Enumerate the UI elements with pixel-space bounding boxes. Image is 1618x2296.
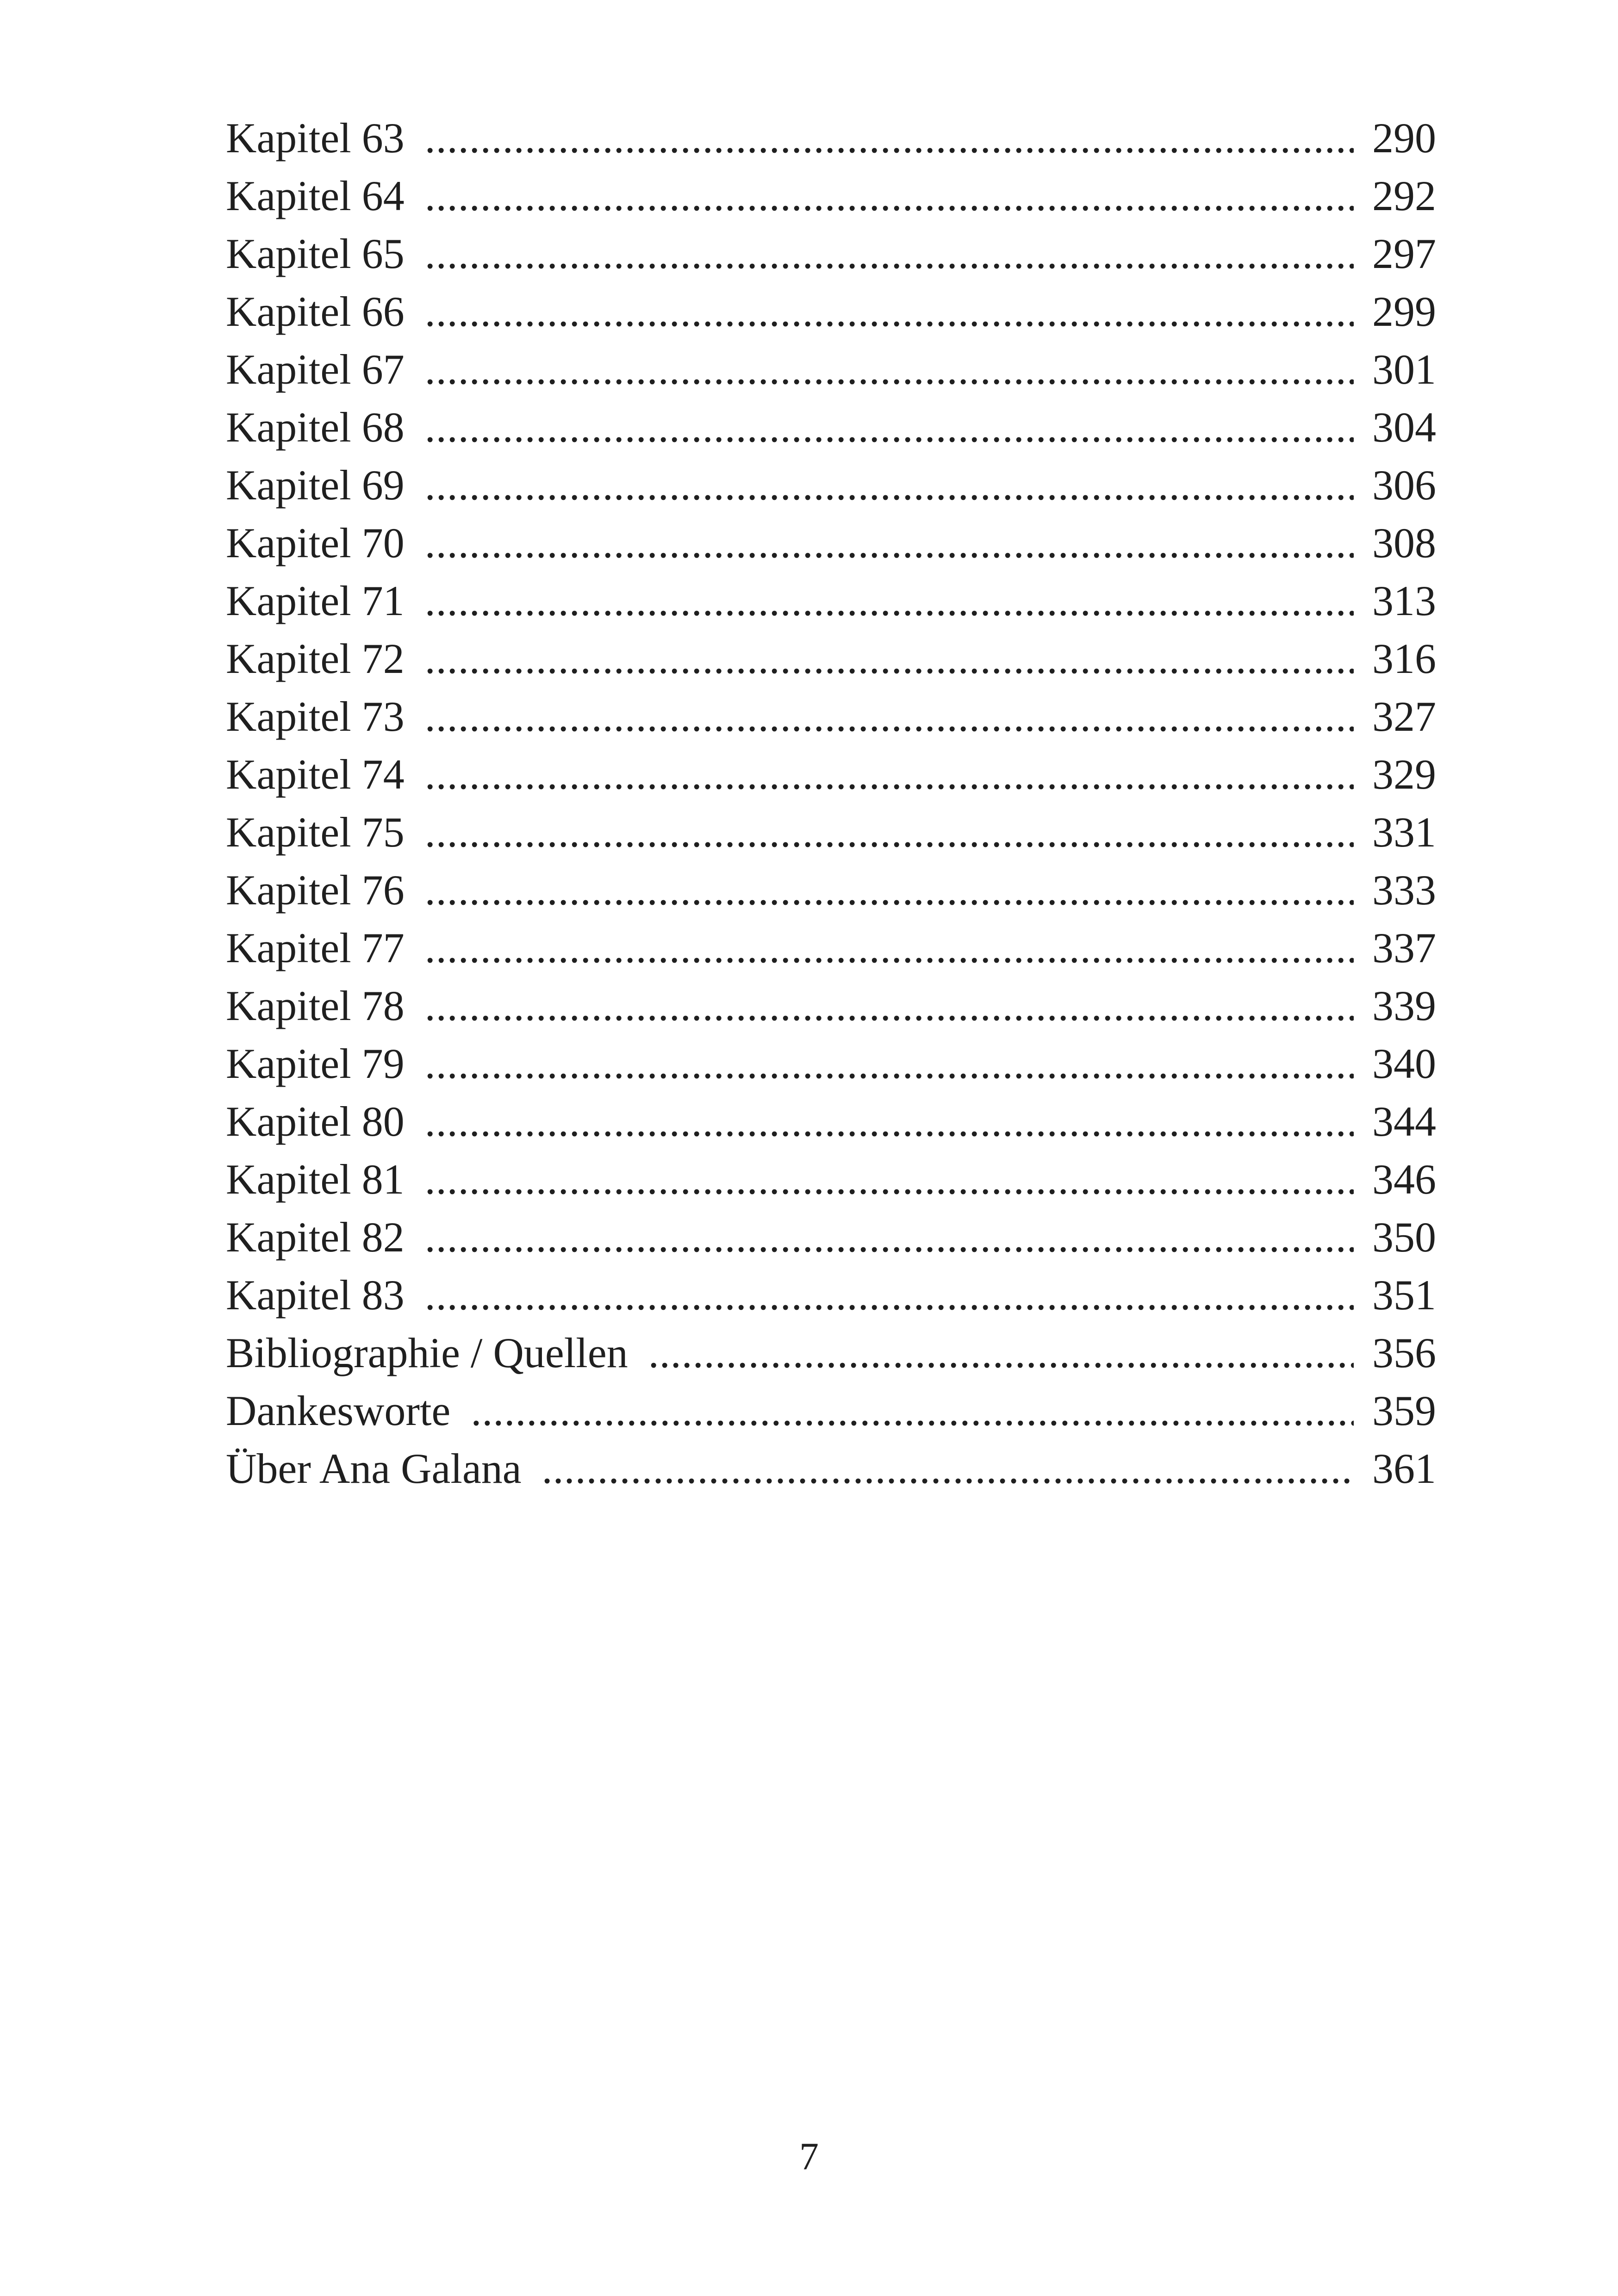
- toc-entry-title: Kapitel 77: [226, 924, 404, 971]
- toc-entry-title: Kapitel 63: [226, 114, 404, 162]
- dot-leader: [425, 688, 1354, 746]
- dot-leader: [425, 398, 1354, 456]
- toc-entry-title: Kapitel 71: [226, 577, 404, 624]
- toc-entry-page: 308: [1372, 519, 1436, 566]
- toc-entry-page: 304: [1372, 404, 1436, 451]
- toc-entry[interactable]: [226, 1208, 1436, 1266]
- toc-entry[interactable]: [226, 167, 1436, 225]
- toc-entry-page: 299: [1372, 288, 1436, 335]
- toc-entry-page: 313: [1372, 577, 1436, 624]
- toc-entry-title: Bibliographie / Quellen: [226, 1329, 628, 1376]
- toc-entry-title: Kapitel 78: [226, 982, 404, 1029]
- toc-entry[interactable]: [226, 1324, 1436, 1382]
- toc-entry-page: 350: [1372, 1213, 1436, 1261]
- dot-leader: [425, 919, 1354, 977]
- dot-leader: [425, 1093, 1354, 1151]
- dot-leader: [425, 630, 1354, 688]
- toc-entry-title: Kapitel 73: [226, 693, 404, 740]
- toc-entry-page: 290: [1372, 114, 1436, 162]
- dot-leader: [425, 1151, 1354, 1208]
- toc-entry-title: Kapitel 82: [226, 1213, 404, 1261]
- toc-entry[interactable]: [226, 109, 1436, 167]
- toc-entry-title: Dankesworte: [226, 1387, 451, 1434]
- toc-entry[interactable]: [226, 456, 1436, 514]
- toc-entry-title: Kapitel 69: [226, 461, 404, 509]
- toc-entry[interactable]: [226, 977, 1436, 1035]
- toc-entry-page: 297: [1372, 230, 1436, 277]
- toc-entry[interactable]: [226, 861, 1436, 919]
- toc-entry-title: Kapitel 72: [226, 635, 404, 682]
- dot-leader: [425, 109, 1354, 167]
- toc-entry[interactable]: [226, 1151, 1436, 1208]
- toc-entry[interactable]: [226, 1440, 1436, 1498]
- dot-leader: [425, 341, 1354, 398]
- toc-entry-title: Kapitel 83: [226, 1271, 404, 1319]
- toc-entry-page: 346: [1372, 1156, 1436, 1203]
- toc-entry-page: 316: [1372, 635, 1436, 682]
- toc-entry[interactable]: [226, 630, 1436, 688]
- dot-leader: [425, 283, 1354, 341]
- toc-entry-page: 333: [1372, 866, 1436, 914]
- toc-entry-title: Kapitel 81: [226, 1156, 404, 1203]
- toc-entry-title: Kapitel 70: [226, 519, 404, 566]
- toc-entry[interactable]: [226, 225, 1436, 283]
- dot-leader: [471, 1382, 1354, 1440]
- toc-entry-page: 329: [1372, 751, 1436, 798]
- toc-entry-page: 359: [1372, 1387, 1436, 1434]
- table-of-contents: [226, 109, 1436, 1498]
- toc-entry[interactable]: [226, 398, 1436, 456]
- toc-entry[interactable]: [226, 283, 1436, 341]
- toc-entry-page: 292: [1372, 172, 1436, 219]
- toc-entry-page: 351: [1372, 1271, 1436, 1319]
- toc-entry-page: 306: [1372, 461, 1436, 509]
- toc-entry[interactable]: [226, 919, 1436, 977]
- toc-entry-title: Kapitel 65: [226, 230, 404, 277]
- toc-entry-title: Kapitel 67: [226, 346, 404, 393]
- dot-leader: [425, 572, 1354, 630]
- toc-entry[interactable]: [226, 514, 1436, 572]
- dot-leader: [425, 1266, 1354, 1324]
- toc-entry-title: Über Ana Galana: [226, 1445, 522, 1492]
- dot-leader: [648, 1324, 1354, 1382]
- toc-entry-title: Kapitel 68: [226, 404, 404, 451]
- toc-entry-title: Kapitel 79: [226, 1040, 404, 1087]
- page-number: 7: [799, 2135, 819, 2178]
- toc-entry-page: 339: [1372, 982, 1436, 1029]
- dot-leader: [425, 225, 1354, 283]
- toc-entry-title: Kapitel 64: [226, 172, 404, 219]
- toc-entry[interactable]: [226, 341, 1436, 398]
- dot-leader: [425, 514, 1354, 572]
- toc-entry-page: 361: [1372, 1445, 1436, 1492]
- toc-entry[interactable]: [226, 1093, 1436, 1151]
- toc-entry-title: Kapitel 80: [226, 1098, 404, 1145]
- toc-entry-page: 331: [1372, 809, 1436, 856]
- dot-leader: [425, 977, 1354, 1035]
- dot-leader: [425, 803, 1354, 861]
- toc-entry-page: 327: [1372, 693, 1436, 740]
- dot-leader: [425, 1035, 1354, 1093]
- toc-entry-page: 301: [1372, 346, 1436, 393]
- toc-entry[interactable]: [226, 746, 1436, 803]
- dot-leader: [542, 1440, 1354, 1498]
- toc-entry-title: Kapitel 76: [226, 866, 404, 914]
- toc-entry[interactable]: [226, 1266, 1436, 1324]
- toc-entry[interactable]: [226, 1382, 1436, 1440]
- dot-leader: [425, 167, 1354, 225]
- toc-entry-page: 344: [1372, 1098, 1436, 1145]
- toc-entry-page: 340: [1372, 1040, 1436, 1087]
- dot-leader: [425, 861, 1354, 919]
- toc-entry-page: 337: [1372, 924, 1436, 971]
- dot-leader: [425, 746, 1354, 803]
- toc-entry[interactable]: [226, 572, 1436, 630]
- dot-leader: [425, 456, 1354, 514]
- toc-entry-title: Kapitel 66: [226, 288, 404, 335]
- dot-leader: [425, 1208, 1354, 1266]
- toc-entry-title: Kapitel 74: [226, 751, 404, 798]
- toc-entry[interactable]: [226, 803, 1436, 861]
- toc-entry-page: 356: [1372, 1329, 1436, 1376]
- toc-entry[interactable]: [226, 1035, 1436, 1093]
- toc-entry-title: Kapitel 75: [226, 809, 404, 856]
- toc-entry[interactable]: [226, 688, 1436, 746]
